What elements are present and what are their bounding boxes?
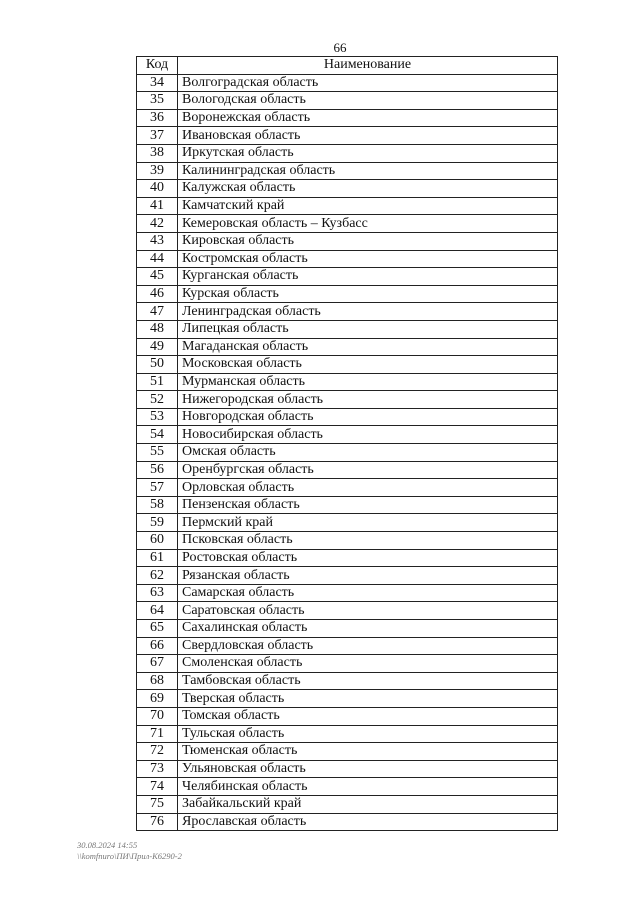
table-row [137, 373, 558, 391]
region-code-cell: 55 [137, 444, 178, 462]
table-row [137, 567, 558, 585]
table-row [137, 320, 558, 338]
region-name-cell: Пензенская область [178, 496, 558, 514]
region-code-cell: 63 [137, 584, 178, 602]
region-code-cell: 74 [137, 778, 178, 796]
region-code-cell: 61 [137, 549, 178, 567]
region-code-cell: 51 [137, 373, 178, 391]
table-row [137, 725, 558, 743]
region-code-cell: 48 [137, 320, 178, 338]
region-name-cell: Тульская область [178, 725, 558, 743]
region-name-cell: Забайкальский край [178, 795, 558, 813]
table-row [137, 232, 558, 250]
table-body [137, 74, 558, 831]
table-row [137, 584, 558, 602]
region-name-cell: Ростовская область [178, 549, 558, 567]
table-row [137, 514, 558, 532]
region-name-cell: Камчатский край [178, 197, 558, 215]
region-code-cell: 34 [137, 74, 178, 92]
region-code-cell: 49 [137, 338, 178, 356]
region-code-cell: 57 [137, 479, 178, 497]
region-name-cell: Курская область [178, 285, 558, 303]
table-row [137, 620, 558, 638]
region-name-cell: Кемеровская область – Кузбасс [178, 215, 558, 233]
region-name-cell: Калининградская область [178, 162, 558, 180]
region-name-cell: Орловская область [178, 479, 558, 497]
table-row [137, 549, 558, 567]
footer-timestamp: 30.08.2024 14:55 [77, 840, 138, 850]
region-name-cell: Смоленская область [178, 655, 558, 673]
document-footer-stamp [77, 840, 182, 862]
region-code-cell: 50 [137, 356, 178, 374]
region-code-cell: 65 [137, 620, 178, 638]
table-row [137, 655, 558, 673]
region-name-cell: Псковская область [178, 532, 558, 550]
region-code-cell: 72 [137, 743, 178, 761]
table-row [137, 813, 558, 831]
table-row [137, 743, 558, 761]
table-row [137, 356, 558, 374]
region-name-cell: Вологодская область [178, 92, 558, 110]
region-name-cell: Калужская область [178, 180, 558, 198]
table-row [137, 778, 558, 796]
table-row [137, 391, 558, 409]
region-name-cell: Тамбовская область [178, 672, 558, 690]
table-row [137, 760, 558, 778]
table-row [137, 795, 558, 813]
region-name-cell: Саратовская область [178, 602, 558, 620]
table-header-row [137, 57, 558, 75]
region-name-cell: Ленинградская область [178, 303, 558, 321]
region-code-cell: 67 [137, 655, 178, 673]
table-row [137, 250, 558, 268]
regions-table-container [136, 56, 557, 831]
region-name-cell: Оренбургская область [178, 461, 558, 479]
region-name-cell: Костромская область [178, 250, 558, 268]
region-code-cell: 70 [137, 707, 178, 725]
region-name-cell: Магаданская область [178, 338, 558, 356]
table-row [137, 74, 558, 92]
page-number: 66 [333, 40, 347, 55]
region-code-cell: 44 [137, 250, 178, 268]
table-row [137, 461, 558, 479]
region-name-cell: Ивановская область [178, 127, 558, 145]
footer-file-path: \\komfnuro\ПИ\Прил-К6290-2 [77, 851, 182, 861]
region-code-cell: 35 [137, 92, 178, 110]
region-code-cell: 39 [137, 162, 178, 180]
table-row [137, 92, 558, 110]
region-name-cell: Тюменская область [178, 743, 558, 761]
region-name-cell: Омская область [178, 444, 558, 462]
region-code-cell: 41 [137, 197, 178, 215]
region-code-cell: 42 [137, 215, 178, 233]
region-code-cell: 37 [137, 127, 178, 145]
table-row [137, 690, 558, 708]
region-name-cell: Липецкая область [178, 320, 558, 338]
region-name-cell: Новосибирская область [178, 426, 558, 444]
region-name-cell: Тверская область [178, 690, 558, 708]
table-row [137, 496, 558, 514]
region-name-cell: Челябинская область [178, 778, 558, 796]
region-name-cell: Иркутская область [178, 144, 558, 162]
region-name-cell: Сахалинская область [178, 620, 558, 638]
region-name-cell: Ярославская область [178, 813, 558, 831]
table-row [137, 532, 558, 550]
table-row [137, 109, 558, 127]
region-code-cell: 54 [137, 426, 178, 444]
region-name-cell: Томская область [178, 707, 558, 725]
region-name-cell: Пермский край [178, 514, 558, 532]
region-code-cell: 73 [137, 760, 178, 778]
table-row [137, 426, 558, 444]
region-name-cell: Нижегородская область [178, 391, 558, 409]
region-name-cell: Воронежская область [178, 109, 558, 127]
region-code-cell: 52 [137, 391, 178, 409]
region-code-cell: 59 [137, 514, 178, 532]
region-code-cell: 36 [137, 109, 178, 127]
table-row [137, 268, 558, 286]
table-row [137, 602, 558, 620]
region-code-cell: 75 [137, 795, 178, 813]
table-row [137, 637, 558, 655]
regions-table [136, 56, 558, 831]
region-code-cell: 69 [137, 690, 178, 708]
region-code-cell: 47 [137, 303, 178, 321]
table-row [137, 444, 558, 462]
region-code-cell: 68 [137, 672, 178, 690]
region-code-cell: 76 [137, 813, 178, 831]
table-row [137, 338, 558, 356]
region-code-cell: 60 [137, 532, 178, 550]
region-name-cell: Самарская область [178, 584, 558, 602]
region-code-cell: 58 [137, 496, 178, 514]
region-code-cell: 56 [137, 461, 178, 479]
table-row [137, 180, 558, 198]
region-code-cell: 53 [137, 408, 178, 426]
region-code-cell: 45 [137, 268, 178, 286]
table-row [137, 197, 558, 215]
table-row [137, 303, 558, 321]
table-row [137, 285, 558, 303]
table-row [137, 672, 558, 690]
region-name-cell: Кировская область [178, 232, 558, 250]
table-row [137, 162, 558, 180]
region-code-cell: 62 [137, 567, 178, 585]
region-code-cell: 40 [137, 180, 178, 198]
code-column-header: Код [137, 57, 178, 75]
region-code-cell: 71 [137, 725, 178, 743]
region-name-cell: Рязанская область [178, 567, 558, 585]
name-column-header: Наименование [178, 57, 558, 75]
region-name-cell: Московская область [178, 356, 558, 374]
region-name-cell: Новгородская область [178, 408, 558, 426]
region-name-cell: Курганская область [178, 268, 558, 286]
table-row [137, 479, 558, 497]
region-name-cell: Свердловская область [178, 637, 558, 655]
table-row [137, 408, 558, 426]
region-code-cell: 64 [137, 602, 178, 620]
table-row [137, 215, 558, 233]
region-name-cell: Мурманская область [178, 373, 558, 391]
region-code-cell: 66 [137, 637, 178, 655]
region-name-cell: Волгоградская область [178, 74, 558, 92]
region-name-cell: Ульяновская область [178, 760, 558, 778]
region-code-cell: 43 [137, 232, 178, 250]
table-row [137, 127, 558, 145]
table-row [137, 144, 558, 162]
table-row [137, 707, 558, 725]
region-code-cell: 38 [137, 144, 178, 162]
region-code-cell: 46 [137, 285, 178, 303]
